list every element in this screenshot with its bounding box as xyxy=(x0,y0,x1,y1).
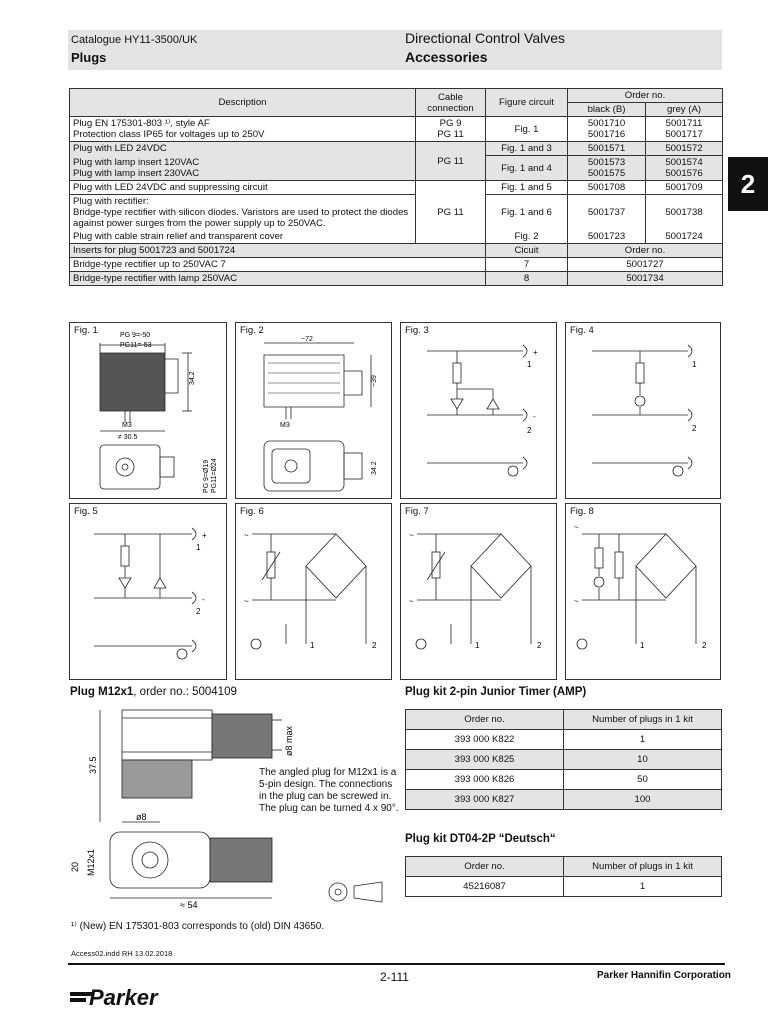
cell-text: 5001717 xyxy=(665,129,703,140)
catalogue-number: Catalogue HY11-3500/UK xyxy=(71,34,198,46)
product-subgroup: Accessories xyxy=(405,49,488,65)
table-row xyxy=(70,181,723,195)
figure-7-label: Fig. 7 xyxy=(405,506,429,517)
cell-text: 8 xyxy=(486,272,568,286)
fig2-height-label: ~39 xyxy=(371,375,378,387)
fig8-terminal-2: 2 xyxy=(702,641,707,650)
figure-4-label: Fig. 4 xyxy=(570,325,594,336)
cell-text: Bridge-type rectifier with silicon diodes. Varistors are used to protect the diodes against power surges from the power supply up to 250VAC. xyxy=(73,207,409,229)
fig7-ac-2: ~ xyxy=(409,597,414,606)
cell-text: Inserts for plug 5001723 and 5001724 xyxy=(70,244,486,258)
fig4-terminal-1: 1 xyxy=(692,360,697,369)
table-row xyxy=(70,258,723,272)
cell-text: Bridge-type rectifier up to 250VAC 7 xyxy=(70,258,486,272)
cell-text: 1 xyxy=(564,730,722,750)
cell-text: Fig. 1 and 4 xyxy=(486,156,568,181)
plugs-table xyxy=(69,88,723,286)
cell-text: 5001738 xyxy=(646,195,723,231)
cell-text: 5001727 xyxy=(568,258,723,272)
kit-amp-col-order: Order no. xyxy=(406,710,564,730)
cell-text: Plug with lamp insert 230VAC xyxy=(73,167,200,179)
figure-8-label: Fig. 8 xyxy=(570,506,594,517)
table-row xyxy=(406,877,722,897)
fig3-terminal-1: 1 xyxy=(527,360,532,369)
fig7-ac-1: ~ xyxy=(409,531,414,540)
header-order: Order no. xyxy=(568,89,723,103)
cell-text: 50 xyxy=(564,770,722,790)
fig8-ac-1: ~ xyxy=(574,523,579,532)
fig2-width-label: ~72 xyxy=(301,336,313,343)
kit-dt-title: Plug kit DT04-2P “Deutsch“ xyxy=(405,833,556,845)
cell-text: 5001708 xyxy=(568,181,646,195)
figure-3 xyxy=(400,322,557,499)
print-info: Access02.indd RH 13.02.2018 xyxy=(71,949,173,958)
m12-title-order: , order no.: 5004109 xyxy=(133,686,237,698)
cell-text: PG 9 xyxy=(439,118,462,129)
cell-text: Plug with cable strain relief and transparent cover xyxy=(70,230,416,244)
product-group: Directional Control Valves xyxy=(405,30,566,46)
header-figure: Figure circuit xyxy=(486,89,568,117)
cell-text: 5001710 xyxy=(587,118,626,129)
table-row xyxy=(70,272,723,286)
figure-7 xyxy=(400,503,557,680)
cell-text: Protection class IP65 for voltages up to 250V xyxy=(73,129,265,140)
fig4-terminal-2: 2 xyxy=(692,424,697,433)
cell-text: Cicuit xyxy=(486,244,568,258)
kit-amp-col-count: Number of plugs in 1 kit xyxy=(564,710,722,730)
table-row xyxy=(70,156,723,181)
cell-text: Fig. 1 and 3 xyxy=(486,142,568,156)
cell-text: PG 11 xyxy=(437,129,464,140)
cell-text: Fig. 1 and 5 xyxy=(486,181,568,195)
cell-text: 5001723 xyxy=(568,230,646,244)
cell-text: Plug with LED 24VDC and suppressing circuit xyxy=(70,181,416,195)
figure-6-label: Fig. 6 xyxy=(240,506,264,517)
cell-text: Fig. 1 xyxy=(486,117,568,142)
cell-text: 5001576 xyxy=(665,168,703,179)
m12-d8-dim: ø8 xyxy=(136,812,147,822)
table-row xyxy=(406,750,722,770)
parker-logo xyxy=(70,983,162,1009)
company-name: Parker Hannifin Corporation xyxy=(597,970,731,981)
fig1-height-label: 34.2 xyxy=(189,371,196,385)
cell-text: 5001711 xyxy=(665,118,703,129)
table-row xyxy=(70,195,723,231)
cell-text: Fig. 1 and 6 xyxy=(486,195,568,231)
kit-dt-col-count: Number of plugs in 1 kit xyxy=(564,857,722,877)
fig3-minus: - xyxy=(533,412,536,421)
fig5-plus: + xyxy=(202,531,207,540)
figure-2-label: Fig. 2 xyxy=(240,325,264,336)
fig2-m3-label: M3 xyxy=(280,422,290,429)
cell-text: Bridge-type rectifier with lamp 250VAC xyxy=(70,272,486,286)
fig5-terminal-2: 2 xyxy=(196,607,201,616)
cell-text: PG 11 xyxy=(416,181,486,244)
cell-text: 5001575 xyxy=(587,168,626,179)
chapter-tab: 2 xyxy=(728,157,768,211)
fig6-ac-1: ~ xyxy=(244,531,249,540)
figure-6 xyxy=(235,503,392,680)
figure-4 xyxy=(565,322,721,499)
table-row xyxy=(70,230,723,244)
parker-logo-text: Parker xyxy=(89,985,158,1009)
figure-3-label: Fig. 3 xyxy=(405,325,429,336)
fig1-pg9-label: PG 9=-50 xyxy=(120,332,151,339)
m12-20-dim: 20 xyxy=(70,861,80,872)
cell-text: PG 11 xyxy=(416,142,486,181)
m12-height-dim: 37.5 xyxy=(88,756,98,774)
cell-text: 5001574 xyxy=(665,157,703,168)
m12-title-bold: Plug M12x1 xyxy=(70,686,134,698)
table-row xyxy=(406,770,722,790)
footer-divider xyxy=(68,963,725,965)
cell-text: 10 xyxy=(564,750,722,770)
cell-text: Fig. 2 xyxy=(486,230,568,244)
page-number: 2-111 xyxy=(380,970,409,984)
fig1-pg11-label: PG11=-53 xyxy=(120,342,152,349)
cell-text: 5001734 xyxy=(568,272,723,286)
cell-text: 393 000 K826 xyxy=(406,770,564,790)
kit-dt-table xyxy=(405,856,722,897)
table-row xyxy=(406,790,722,810)
figure-5-label: Fig. 5 xyxy=(74,506,98,517)
cell-text: 45216087 xyxy=(406,877,564,897)
header-cable: Cable connection xyxy=(416,89,486,117)
fig6-ac-2: ~ xyxy=(244,597,249,606)
fig3-plus: + xyxy=(533,348,538,357)
header-black: black (B) xyxy=(568,103,646,117)
cell-text: Plug with LED 24VDC xyxy=(70,142,416,156)
fig8-ac-2: ~ xyxy=(574,597,579,606)
cell-text: 5001573 xyxy=(587,157,626,168)
fig2-height2-label: 34.2 xyxy=(371,461,378,475)
cell-text: Plug EN 175301-803 ¹⁾, style AF xyxy=(73,118,210,129)
header-grey: grey (A) xyxy=(646,103,723,117)
figure-1-label: Fig. 1 xyxy=(74,325,98,336)
table-row xyxy=(70,244,723,258)
fig1-width-label: ≠ 30.5 xyxy=(118,434,138,441)
cell-text: 7 xyxy=(486,258,568,272)
m12-title xyxy=(70,686,237,698)
cell-text: 1 xyxy=(564,877,722,897)
m12-description: The angled plug for M12x1 is a 5-pin design. The connections in the plug can be screwed in. The plug can be turned 4 x 90°. xyxy=(259,767,399,814)
fig7-terminal-2: 2 xyxy=(537,641,542,650)
cell-text: 5001572 xyxy=(646,142,723,156)
cell-text: 393 000 K825 xyxy=(406,750,564,770)
cell-text: 393 000 K827 xyxy=(406,790,564,810)
section-title: Plugs xyxy=(71,50,107,65)
cell-text: 5001737 xyxy=(568,195,646,231)
figure-1 xyxy=(69,322,227,499)
header-description: Description xyxy=(70,89,416,117)
m12-thread-dim: M12x1 xyxy=(86,848,96,876)
cell-text: 5001709 xyxy=(646,181,723,195)
footnote: ¹⁾ (New) EN 175301-803 corresponds to (old) DIN 43650. xyxy=(71,921,325,932)
kit-dt-col-order: Order no. xyxy=(406,857,564,877)
kit-amp-table xyxy=(405,709,722,810)
fig5-minus: - xyxy=(202,595,205,604)
figure-8 xyxy=(565,503,721,680)
cell-text: Plug with lamp insert 120VAC xyxy=(73,156,200,168)
cell-text: Order no. xyxy=(568,244,723,258)
table-row xyxy=(70,142,723,156)
cell-text: 393 000 K822 xyxy=(406,730,564,750)
fig1-m3-label: M3 xyxy=(122,422,132,429)
table-row xyxy=(70,117,723,142)
kit-amp-title: Plug kit 2-pin Junior Timer (AMP) xyxy=(405,686,587,698)
fig1-pg-diameter: PG 9=Ø19 xyxy=(203,459,210,493)
figure-2 xyxy=(235,322,392,499)
fig3-terminal-2: 2 xyxy=(527,426,532,435)
cell-text: 100 xyxy=(564,790,722,810)
fig1-pg11-diameter: PG11=Ø24 xyxy=(211,458,218,493)
fig5-terminal-1: 1 xyxy=(196,543,201,552)
cell-text: 5001716 xyxy=(587,129,626,140)
m12-length-dim: ≈ 54 xyxy=(180,900,198,910)
fig6-terminal-2: 2 xyxy=(372,641,377,650)
figure-5 xyxy=(69,503,227,680)
fig8-terminal-1: 1 xyxy=(640,641,645,650)
m12-d8max-dim: ø8 max xyxy=(284,725,294,756)
cell-text: 5001724 xyxy=(646,230,723,244)
cell-text: Plug with rectifier: xyxy=(73,196,149,207)
fig6-terminal-1: 1 xyxy=(310,641,315,650)
table-row xyxy=(406,730,722,750)
cell-text: 5001571 xyxy=(568,142,646,156)
fig7-terminal-1: 1 xyxy=(475,641,480,650)
